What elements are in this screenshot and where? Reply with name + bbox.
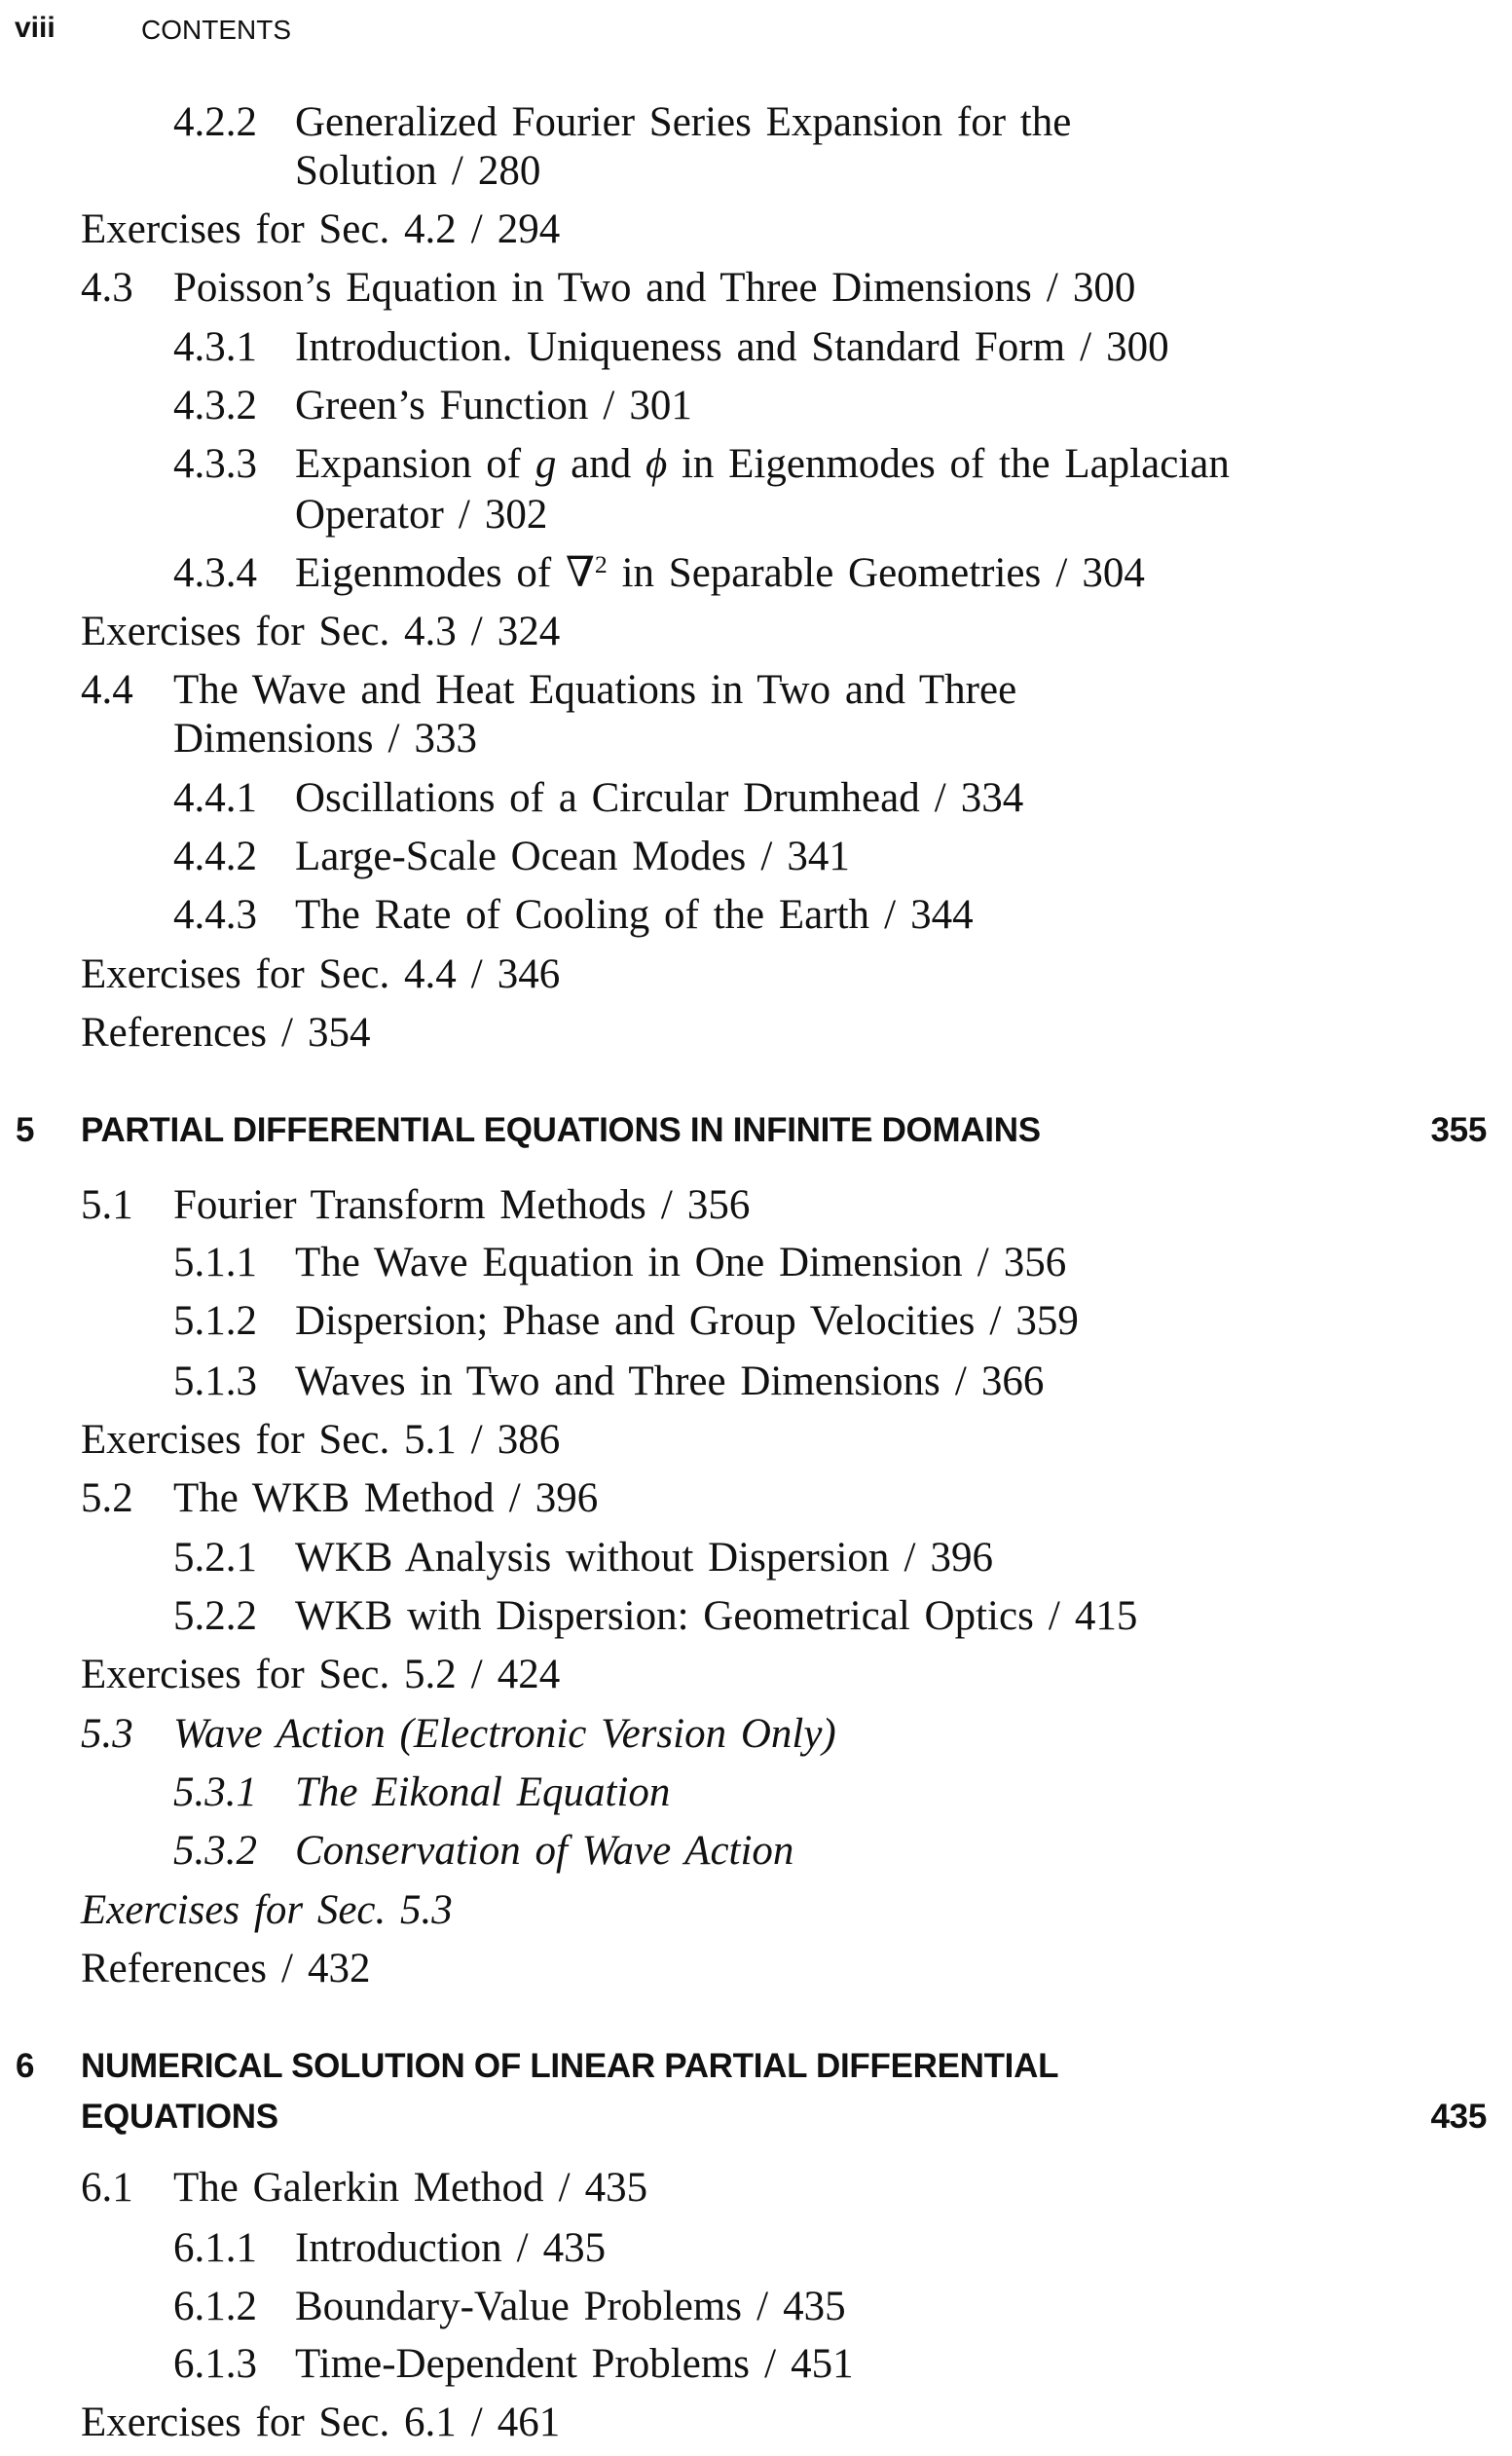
title-text: Large-Scale Ocean Modes — [295, 834, 747, 880]
title-text: Dispersion; Phase and Group Velocities — [295, 1298, 976, 1345]
page-ref: 415 — [1074, 1593, 1138, 1640]
entry-number: 4.2.2 — [173, 99, 257, 146]
separator: / — [470, 951, 483, 998]
entry-title — [295, 1535, 993, 1582]
page-ref: 396 — [535, 1475, 599, 1522]
entry-title — [295, 834, 850, 880]
entry-title-cont — [295, 148, 541, 195]
math-symbol-g: g — [535, 441, 557, 488]
page-ref: 386 — [497, 1417, 561, 1464]
title-text: Green’s Function — [295, 383, 589, 429]
title-text: The WKB Method — [173, 1475, 495, 1522]
page-number: viii — [15, 12, 55, 44]
title-text: and — [556, 441, 645, 488]
entry-number: 5.2.2 — [173, 1593, 257, 1640]
title-text: References — [81, 1946, 267, 1992]
entry-title — [295, 550, 1145, 597]
chapter-page: 435 — [1430, 2098, 1487, 2137]
page-ref: 435 — [783, 2284, 846, 2330]
entry-number: 6.1.3 — [173, 2341, 257, 2388]
page-ref: 302 — [484, 492, 548, 539]
running-title: CONTENTS — [141, 15, 291, 45]
separator: / — [470, 609, 483, 655]
separator: / — [387, 716, 400, 763]
separator: / — [954, 1358, 967, 1405]
entry-title — [295, 1828, 794, 1875]
chapter-title: PARTIAL DIFFERENTIAL EQUATIONS IN INFINITE DOMAINS — [81, 1111, 1041, 1150]
separator: / — [934, 775, 946, 822]
title-text: in Separable Geometries — [607, 550, 1042, 597]
title-text: Exercises for Sec. 5.2 — [81, 1652, 457, 1698]
page-ref: 396 — [930, 1535, 993, 1582]
separator: / — [558, 2165, 571, 2212]
title-text: Wave Action (Electronic Version Only) — [173, 1711, 836, 1758]
separator: / — [760, 834, 773, 880]
page-ref: 432 — [308, 1946, 371, 1992]
entry-title — [295, 1593, 1138, 1640]
page-ref: 333 — [414, 716, 477, 763]
separator: / — [989, 1298, 1002, 1345]
entry-title — [81, 1948, 371, 1990]
nabla-symbol: ∇ — [565, 550, 595, 597]
page-ref: 356 — [1003, 1240, 1067, 1286]
entry-number: 6.1.2 — [173, 2284, 257, 2330]
page-ref: 461 — [497, 2400, 561, 2446]
page-ref: 424 — [497, 1652, 561, 1698]
entry-title — [295, 892, 974, 939]
entry-title — [295, 2284, 846, 2330]
separator: / — [1055, 550, 1068, 597]
title-text: The Rate of Cooling of the Earth — [295, 892, 870, 939]
page-ref: 294 — [497, 206, 561, 253]
separator: / — [470, 1417, 483, 1464]
entry-title — [295, 1769, 671, 1816]
entry-title — [173, 667, 1017, 714]
page-ref: 435 — [542, 2225, 607, 2272]
separator: / — [470, 2400, 483, 2446]
entry-title — [173, 1182, 751, 1229]
title-text: Time-Dependent Problems — [295, 2341, 751, 2388]
entry-number: 5.3 — [81, 1711, 133, 1758]
entry-number: 5.1 — [81, 1182, 133, 1229]
title-text: Boundary-Value Problems — [295, 2284, 743, 2330]
separator: / — [508, 1475, 521, 1522]
entry-title — [173, 1711, 836, 1758]
entry-number: 4.4.2 — [173, 834, 257, 880]
separator: / — [281, 1946, 293, 1992]
entry-title — [295, 2341, 854, 2388]
separator: / — [1080, 324, 1092, 371]
chapter-number: 6 — [16, 2047, 35, 2086]
entry-number: 4.3.3 — [173, 441, 257, 488]
page-ref: 301 — [629, 383, 692, 429]
title-text: Solution — [295, 148, 437, 195]
separator: / — [904, 1535, 916, 1582]
entry-number: 5.1.2 — [173, 1298, 257, 1345]
entry-title — [173, 265, 1136, 312]
separator: / — [1048, 1593, 1060, 1640]
entry-number: 6.1.1 — [173, 2225, 257, 2272]
title-text: The Eikonal Equation — [295, 1769, 671, 1816]
separator: / — [603, 383, 615, 429]
entry-title — [295, 1298, 1079, 1345]
title-text: Dimensions — [173, 716, 374, 763]
page-ref: 334 — [960, 775, 1024, 822]
title-text: Exercises for Sec. 5.3 — [81, 1887, 453, 1934]
entry-number: 6.1 — [81, 2165, 133, 2212]
entry-title — [81, 206, 561, 253]
entry-title — [295, 441, 1230, 488]
separator: / — [458, 492, 470, 539]
title-text: WKB with Dispersion: Geometrical Optics — [295, 1593, 1034, 1640]
title-text: Exercises for Sec. 4.3 — [81, 609, 457, 655]
page-ref: 354 — [308, 1010, 371, 1057]
entry-title — [81, 609, 561, 655]
entry-number: 4.4.1 — [173, 775, 257, 822]
page-ref: 344 — [910, 892, 974, 939]
superscript: 2 — [594, 550, 608, 579]
entry-number: 5.1.3 — [173, 1358, 257, 1405]
title-text: Exercises for Sec. 4.2 — [81, 206, 457, 253]
title-text: The Wave Equation in One Dimension — [295, 1240, 963, 1286]
separator: / — [764, 2341, 777, 2388]
entry-number: 4.3.2 — [173, 383, 257, 429]
entry-title-cont — [173, 716, 477, 763]
separator: / — [884, 892, 897, 939]
entry-number: 4.3 — [81, 265, 133, 312]
chapter-number: 5 — [16, 1111, 35, 1150]
separator: / — [281, 1010, 293, 1057]
separator: / — [977, 1240, 989, 1286]
separator: / — [470, 206, 483, 253]
title-text: Exercises for Sec. 5.1 — [81, 1417, 457, 1464]
entry-title — [81, 2400, 561, 2446]
title-text: Conservation of Wave Action — [295, 1828, 794, 1875]
page-ref: 359 — [1015, 1298, 1079, 1345]
chapter-title: NUMERICAL SOLUTION OF LINEAR PARTIAL DIFFERENTIAL — [81, 2047, 1059, 2086]
entry-title — [81, 1010, 371, 1057]
title-text: The Wave and Heat Equations in Two and Three — [173, 667, 1017, 714]
separator: / — [470, 1652, 483, 1698]
entry-number: 5.3.2 — [173, 1828, 257, 1875]
entry-number: 4.3.4 — [173, 550, 257, 597]
entry-title — [295, 324, 1169, 371]
title-text: Poisson’s Equation in Two and Three Dimensions — [173, 265, 1032, 312]
separator: / — [516, 2225, 529, 2272]
entry-number: 5.2.1 — [173, 1535, 257, 1582]
entry-number: 4.3.1 — [173, 324, 257, 371]
page-ref: 280 — [477, 148, 541, 195]
title-text: Generalized Fourier Series Expansion for the — [295, 99, 1072, 146]
page-ref: 304 — [1082, 550, 1145, 597]
entry-title — [81, 1652, 561, 1698]
entry-title — [81, 951, 561, 998]
entry-title — [295, 385, 692, 427]
title-text: WKB Analysis without Dispersion — [295, 1535, 890, 1582]
page-ref: 451 — [791, 2341, 854, 2388]
title-text: Exercises for Sec. 6.1 — [81, 2400, 457, 2446]
title-text: Introduction. Uniqueness and Standard Form — [295, 324, 1066, 371]
entry-title — [295, 99, 1072, 146]
entry-title — [81, 1887, 453, 1934]
title-text: Waves in Two and Three Dimensions — [295, 1358, 940, 1405]
page-ref: 300 — [1072, 265, 1136, 312]
separator: / — [756, 2284, 769, 2330]
page-ref: 435 — [584, 2165, 648, 2212]
title-text: Expansion of — [295, 441, 535, 488]
page-ref: 300 — [1106, 324, 1169, 371]
title-text: References — [81, 1010, 267, 1057]
entry-title — [173, 2165, 648, 2212]
title-text: in Eigenmodes of the Laplacian — [667, 441, 1230, 488]
page-ref: 324 — [497, 609, 561, 655]
entry-title — [173, 1475, 599, 1522]
title-text: Eigenmodes of — [295, 550, 566, 597]
page-ref: 346 — [497, 951, 561, 998]
entry-number: 5.3.1 — [173, 1769, 257, 1816]
separator: / — [660, 1182, 673, 1229]
chapter-title-cont: EQUATIONS — [81, 2098, 278, 2137]
separator: / — [1046, 265, 1058, 312]
entry-title — [81, 1417, 561, 1464]
chapter-page: 355 — [1430, 1111, 1487, 1150]
entry-number: 5.1.1 — [173, 1240, 257, 1286]
title-text: Fourier Transform Methods — [173, 1182, 646, 1229]
title-text: Operator — [295, 492, 444, 539]
entry-title — [295, 1358, 1045, 1405]
entry-number: 5.2 — [81, 1475, 133, 1522]
title-text: The Galerkin Method — [173, 2165, 544, 2212]
entry-title — [295, 775, 1024, 822]
title-text: Exercises for Sec. 4.4 — [81, 951, 457, 998]
separator: / — [451, 148, 463, 195]
entry-number: 4.4 — [81, 667, 133, 714]
title-text: Oscillations of a Circular Drumhead — [295, 775, 920, 822]
entry-number: 4.4.3 — [173, 892, 257, 939]
entry-title-cont — [295, 492, 548, 539]
entry-title — [295, 1242, 1066, 1284]
entry-title — [295, 2225, 607, 2272]
title-text: Introduction — [295, 2225, 502, 2272]
math-symbol-phi: ϕ — [645, 441, 668, 488]
page-ref: 366 — [980, 1358, 1045, 1405]
page-ref: 356 — [686, 1182, 751, 1229]
page-ref: 341 — [787, 834, 850, 880]
